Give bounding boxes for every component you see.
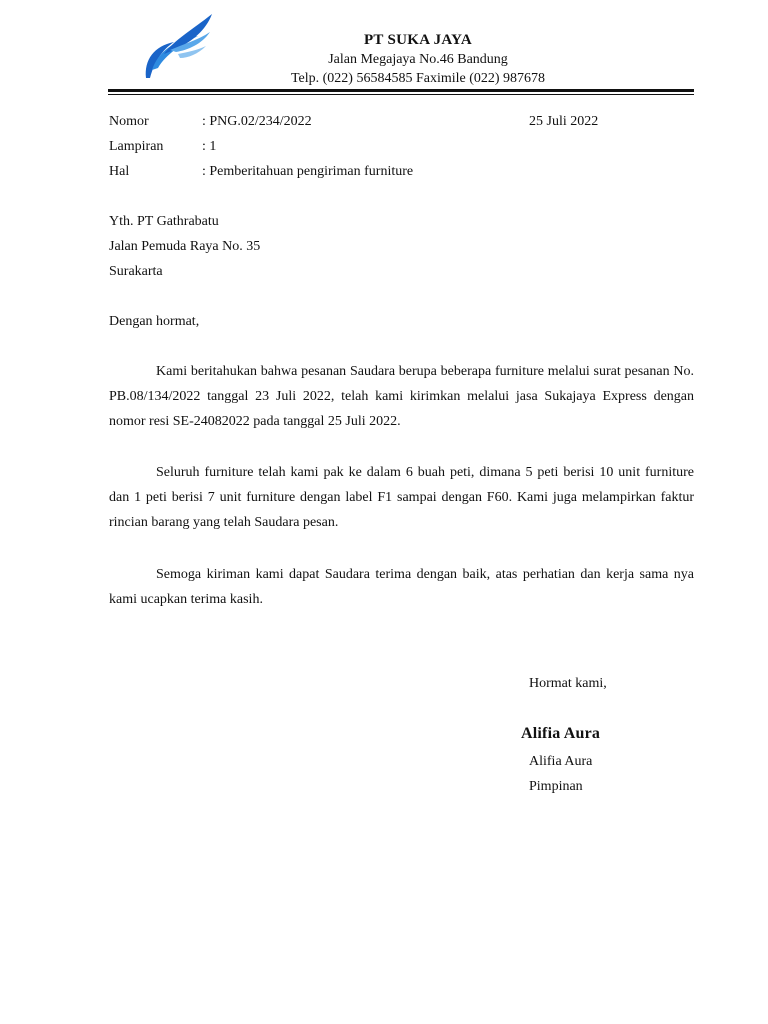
body-paragraph-2: Seluruh furniture telah kami pak ke dalam 6 buah peti, dimana 5 peti berisi 10 unit furniture dan 1 peti berisi 7 unit furniture dengan label F1 sampai dengan F60. Kami juga melampirkan faktur rincian barang yang telah Saudara pesan. <box>109 465 694 530</box>
hal-value: : Pemberitahuan pengiriman furniture <box>202 164 414 179</box>
wing-logo-icon <box>140 10 216 80</box>
greeting: Dengan hormat, <box>109 314 200 329</box>
company-contact: Telp. (022) 56584585 Faximile (022) 987678 <box>290 71 546 86</box>
nomor-label: Nomor <box>109 114 149 129</box>
lampiran-label: Lampiran <box>109 139 164 154</box>
company-name: PT SUKA JAYA <box>363 32 473 48</box>
recipient-block <box>109 212 260 287</box>
letter-date: 25 Juli 2022 <box>529 114 599 129</box>
meta-row-lampiran <box>109 137 413 162</box>
letter-meta <box>109 112 413 187</box>
signature: Alifia Aura <box>521 725 601 742</box>
letterhead-divider-thin <box>108 94 694 95</box>
signer-name: Alifia Aura <box>529 754 593 769</box>
body-paragraph-3: Semoga kiriman kami dapat Saudara terima dengan baik, atas perhatian dan kerja sama nya kami ucapkan terima kasih. <box>109 567 694 607</box>
recipient-line-3: Surakarta <box>109 264 163 279</box>
letterhead <box>228 30 608 88</box>
company-address: Jalan Megajaya No.46 Bandung <box>328 52 508 67</box>
meta-row-hal <box>109 162 413 187</box>
nomor-value: : PNG.02/234/2022 <box>202 114 312 129</box>
recipient-line-2: Jalan Pemuda Raya No. 35 <box>109 239 261 254</box>
recipient-line-1: Yth. PT Gathrabatu <box>109 214 219 229</box>
body-paragraph-1: Kami beritahukan bahwa pesanan Saudara berupa beberapa furniture melalui surat pesanan No. PB.08/134/2022 tanggal 23 Juli 2022, telah kami kirimkan melalui jasa Sukajaya Express dengan nomor resi SE-24082022 pada tanggal 25 Juli 2022. <box>109 364 694 429</box>
hal-label: Hal <box>109 164 130 179</box>
letterhead-divider-thick <box>108 89 694 92</box>
closing-salutation: Hormat kami, <box>529 676 607 691</box>
signer-title: Pimpinan <box>529 779 583 794</box>
lampiran-value: : 1 <box>202 139 217 154</box>
meta-row-nomor <box>109 112 413 137</box>
